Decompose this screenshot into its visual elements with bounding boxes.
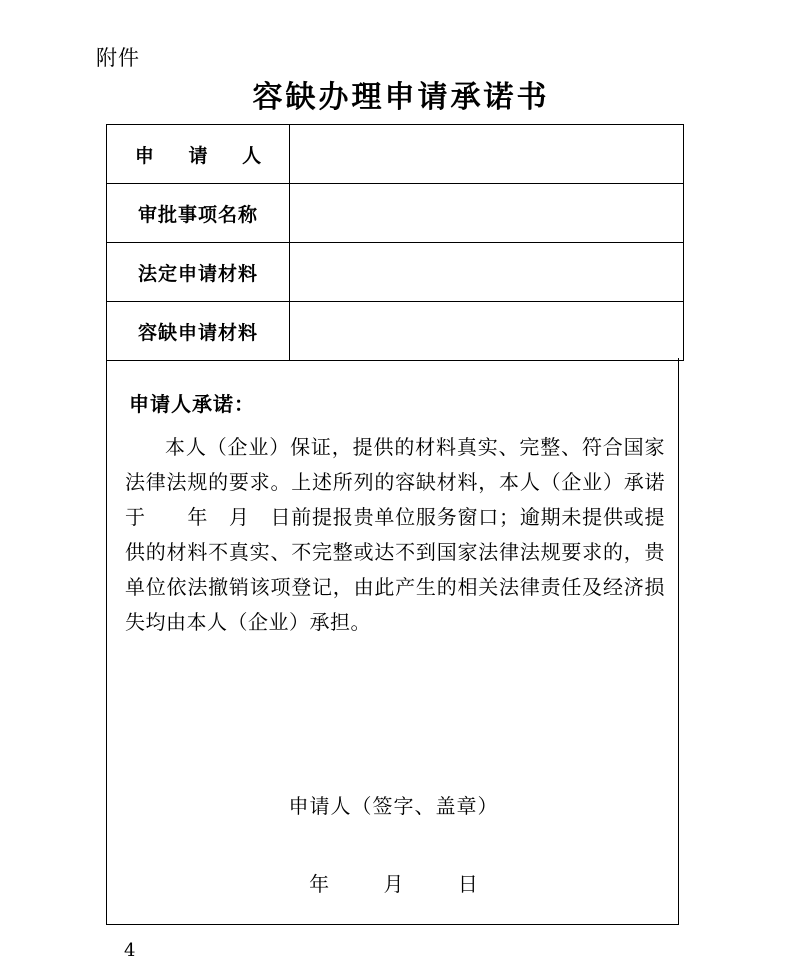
date-year-label: 年 — [309, 872, 330, 896]
promise-body-text: 本人（企业）保证，提供的材料真实、完整、符合国家法律法规的要求。上述所列的容缺材料，本人（企业）承诺于 年 月 日前提报贵单位服务窗口；逾期未提供或提供的材料不真实、不完整或达不到国家法律法规要求的，贵单位依法撤销该项登记，由此产生的相关法律责任及经济损失均由本人（企业）承担。 — [125, 435, 665, 634]
row-label-legal-materials: 法定申请材料 — [107, 243, 290, 302]
date-day-label: 日 — [457, 872, 478, 896]
date-line — [107, 868, 680, 897]
promise-section — [106, 358, 679, 925]
row-value-legal-materials[interactable] — [290, 243, 684, 302]
table-row — [107, 184, 684, 243]
table-row — [107, 302, 684, 361]
table-row — [107, 125, 684, 184]
row-label-applicant: 申 请 人 — [107, 125, 290, 184]
signature-line: 申请人（签字、盖章） — [288, 794, 499, 818]
row-label-approval-item: 审批事项名称 — [107, 184, 290, 243]
page-number: 4 — [124, 940, 136, 961]
row-label-missing-materials: 容缺申请材料 — [107, 302, 290, 361]
row-value-applicant[interactable] — [290, 125, 684, 184]
application-form-table — [106, 124, 684, 361]
attachment-label: 附件 — [96, 46, 140, 70]
date-month-label: 月 — [383, 872, 404, 896]
promise-title: 申请人承诺： — [129, 392, 255, 416]
table-row — [107, 243, 684, 302]
row-value-approval-item[interactable] — [290, 184, 684, 243]
page-title: 容缺办理申请承诺书 — [252, 80, 550, 115]
row-value-missing-materials[interactable] — [290, 302, 684, 361]
